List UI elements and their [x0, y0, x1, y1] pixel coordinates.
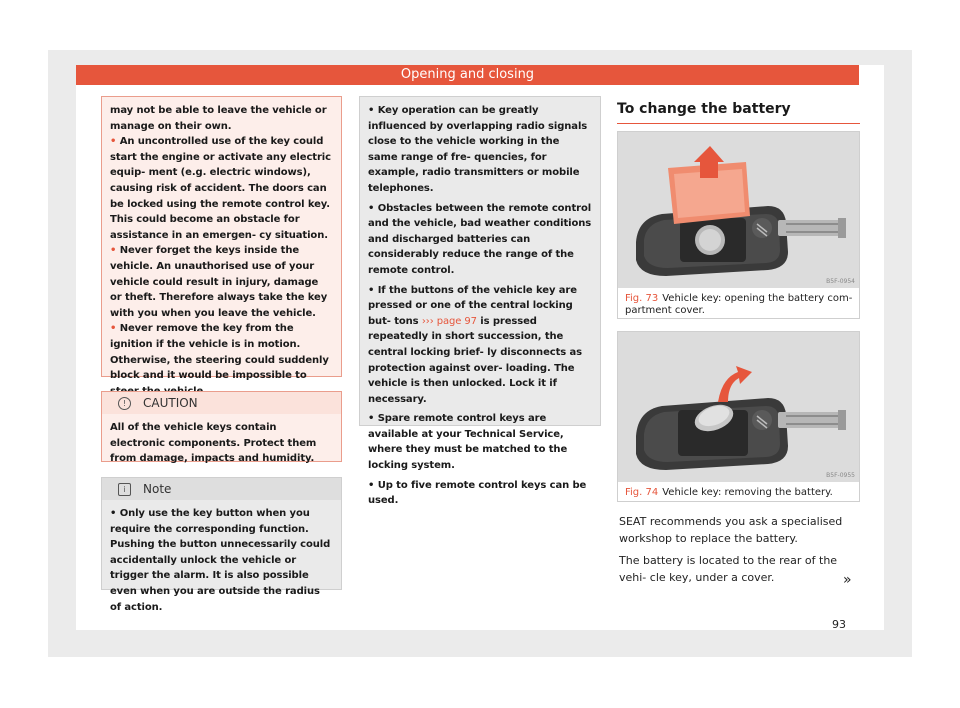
warning-intro: may not be able to leave the vehicle or manage on their own.: [110, 105, 327, 132]
note-text: • Only use the key button when you require the corresponding function. Pushing the button unnecessarily could accidentally unlock the vehicle or trigger the alarm. It is also possible even when you are outside the radius of action.: [110, 508, 331, 613]
warning-box: [101, 96, 342, 382]
key-battery-removal-illustration: [618, 332, 859, 482]
caution-icon: !: [118, 397, 131, 410]
caution-box: [101, 391, 342, 465]
list-item: • Key operation can be greatly influenced by overlapping radio signals close to the vehicle working in the same range of fre- quencies, for example, radio transmitters or mobile telephones.: [368, 105, 588, 194]
caution-header: [102, 392, 341, 414]
paragraph: The battery is located to the rear of the vehi- cle key, under a cover.: [619, 554, 838, 584]
figure-73: [617, 131, 860, 319]
page-number: 93: [832, 618, 846, 631]
list-item: • Up to five remote control keys can be used.: [368, 479, 587, 507]
body-text: [619, 513, 859, 591]
figure-code: B5F-0955: [826, 472, 855, 479]
info-icon: i: [118, 483, 131, 496]
paragraph: SEAT recommends you ask a specialised workshop to replace the battery.: [619, 515, 843, 545]
warning-bullet: • An uncontrolled use of the key could start the engine or activate any electric equip- ment (e.g. electric windows), causing risk of accident. The doors can be locked using the remote control key. This could become an obstacle for assistance in an emergen- cy situation.: [110, 136, 331, 241]
caution-text: All of the vehicle keys contain electronic components. Protect them from damage, impacts and humidity.: [110, 422, 317, 465]
section-title: To change the battery: [617, 101, 860, 124]
note-box: [101, 477, 342, 613]
figure-code: B5F-0954: [826, 278, 855, 285]
figure-74: [617, 331, 860, 502]
figure-caption: Fig. 74 Vehicle key: removing the battery.: [625, 487, 833, 498]
continue-marker: »: [843, 572, 852, 588]
note-header: [102, 478, 341, 500]
key-battery-cover-illustration: [618, 132, 859, 288]
page-link[interactable]: ››› page 97: [421, 315, 477, 327]
note-title: Note: [143, 482, 172, 496]
remote-control-note-box: [359, 96, 601, 507]
warning-bullet: • Never remove the key from the ignition if the vehicle is in motion. Otherwise, the steering could suddenly block and it would be impossible to: [110, 323, 329, 382]
list-item: • Spare remote control keys are available at your Technical Service, where they must be matched to the locking system.: [368, 413, 568, 472]
chapter-header: Opening and closing: [76, 65, 859, 85]
caution-title: CAUTION: [143, 396, 198, 410]
list-item: • If the buttons of the vehicle key are pressed or one of the central locking but- tons ››› page 97 is pressed repeatedly in short succession, the central locking brief- ly disconnects as protection against over- loading. The vehicle is then unlocked. Lock it if necessary.: [368, 284, 582, 405]
figure-caption: Fig. 73 Vehicle key: opening the battery com- partment cover.: [625, 293, 853, 316]
warning-bullet: • Never forget the keys inside the vehicle. An unauthorised use of your vehicle could result in injury, damage or theft. Therefore always take the key with you when you leave the vehicle.: [110, 245, 328, 319]
list-item: • Obstacles between the remote control and the vehicle, bad weather conditions and discharged batteries can considerably reduce the range of the remote control.: [368, 202, 592, 276]
